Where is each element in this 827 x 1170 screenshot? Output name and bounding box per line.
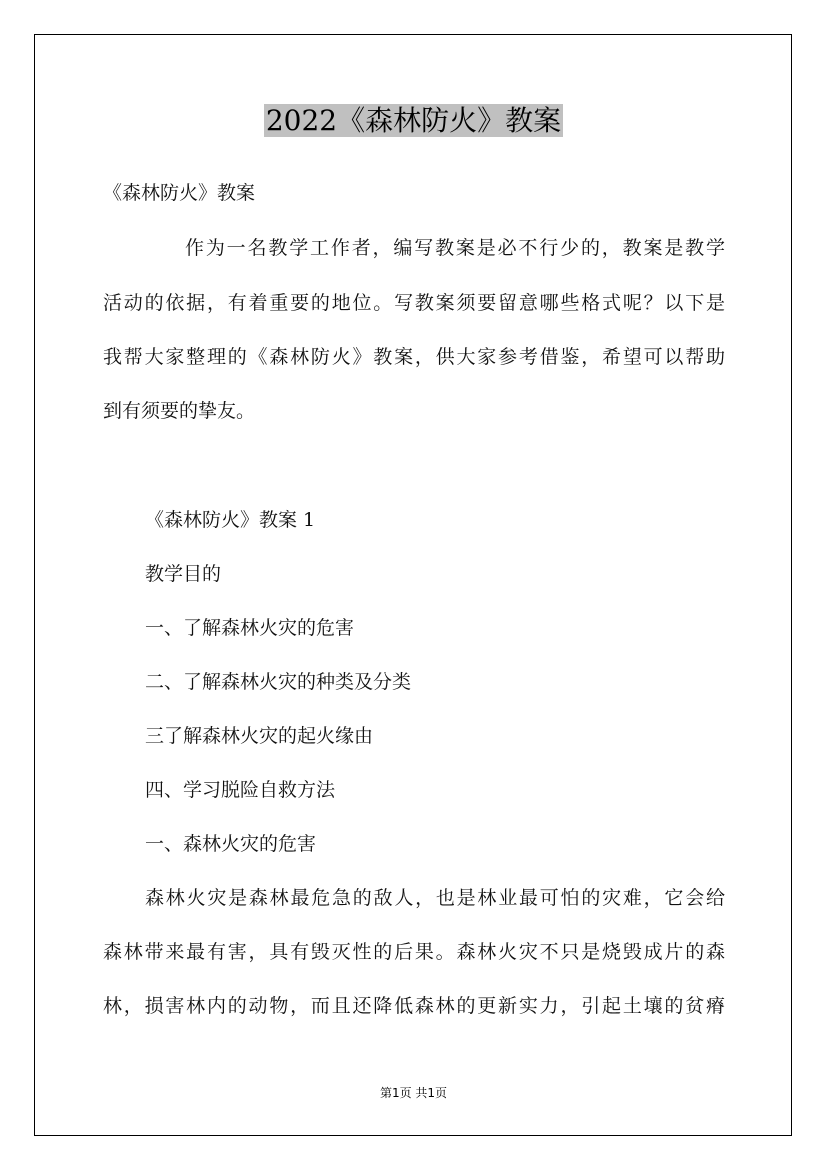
- intro-line: 作为一名教学工作者，编写教案是必不行少的，教案是教学: [185, 237, 725, 259]
- list-item: 教学目的: [145, 563, 222, 585]
- intro-line: 我帮大家整理的《森林防火》教案，供大家参考借鉴，希望可以帮助: [103, 346, 725, 368]
- document-subtitle: 《森林防火》教案: [103, 182, 256, 204]
- list-item: 三了解森林火灾的起火缘由: [145, 725, 374, 747]
- section-heading: 《森林防火》教案 1: [145, 509, 316, 531]
- body-line: 森林带来最有害，具有毁灭性的后果。森林火灾不只是烧毁成片的森: [103, 941, 725, 963]
- list-item: 一、了解森林火灾的危害: [145, 617, 355, 639]
- list-item: 四、学习脱险自救方法: [145, 779, 336, 801]
- document-title: [0, 100, 827, 142]
- body-line: 森林火灾是森林最危急的敌人，也是林业最可怕的灾难，它会给: [145, 887, 725, 909]
- list-item: 一、森林火灾的危害: [145, 833, 317, 855]
- page-footer: 第1页 共1页: [379, 1086, 448, 1100]
- body-line: 林，损害林内的动物，而且还降低森林的更新实力，引起土壤的贫瘠: [103, 995, 725, 1017]
- intro-line: 到有须要的挚友。: [103, 400, 256, 422]
- list-item: 二、了解森林火灾的种类及分类: [145, 671, 412, 693]
- intro-line: 活动的依据，有着重要的地位。写教案须要留意哪些格式呢？以下是: [103, 292, 725, 314]
- document-title-text: 2022《森林防火》教案: [265, 104, 562, 137]
